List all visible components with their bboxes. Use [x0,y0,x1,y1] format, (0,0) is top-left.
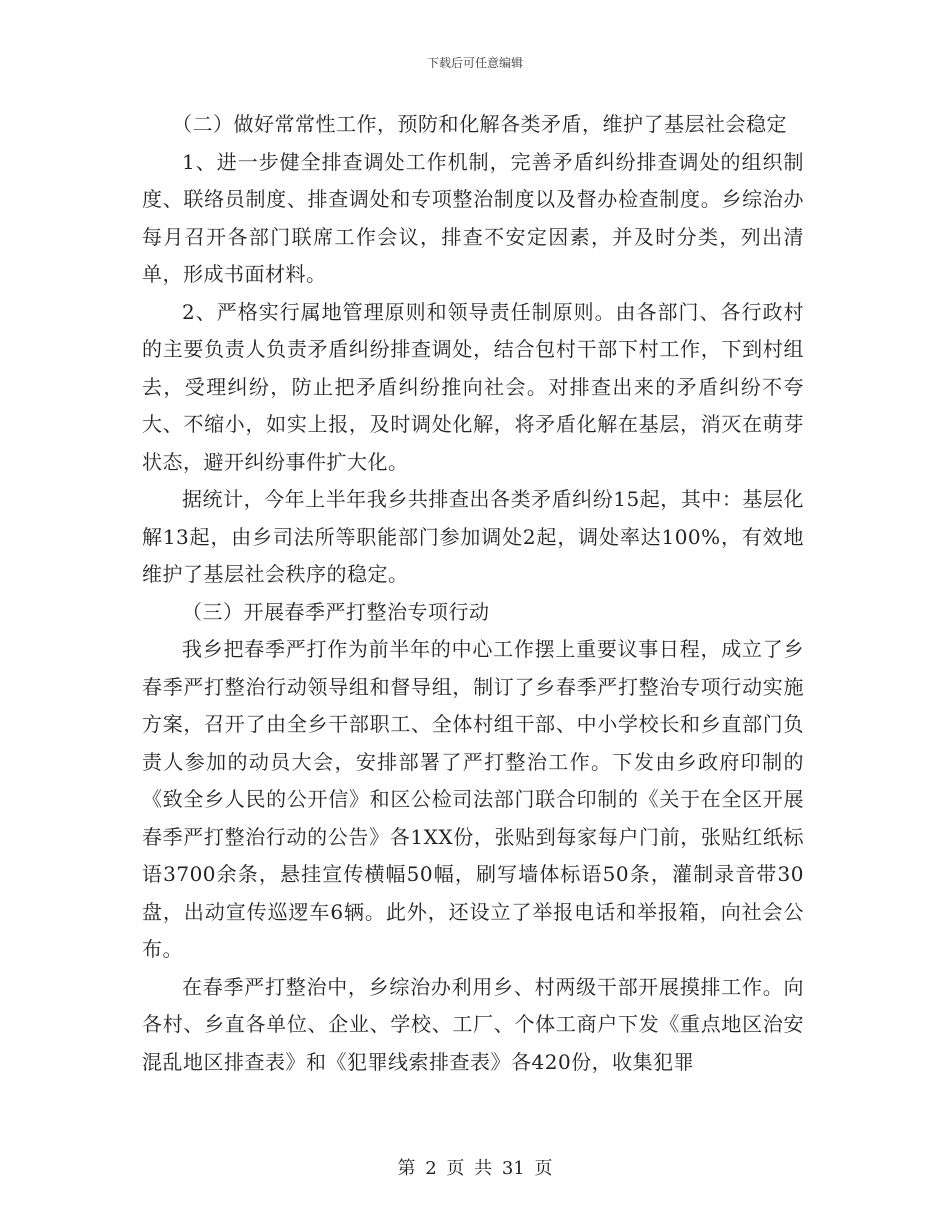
page-number-footer: 第 2 页 共 31 页 [397,1158,553,1179]
section-heading: （二）做好常常性工作，预防和化解各类矛盾，维护了基层社会稳定 [172,112,787,136]
page-header-note: 下载后可任意编辑 [426,56,523,70]
document-body [142,106,804,1081]
body-paragraph: 在春季严打整治中，乡综治办利用乡、村两级干部开展摸排工作。向各村、乡直各单位、企业、学校、工厂、个体工商户下发《重点地区治安混乱地区排查表》和《犯罪线索排查表》各420份，收集犯罪 [142,974,804,1074]
body-paragraph: 2、严格实行属地管理原则和领导责任制原则。由各部门、各行政村的主要负责人负责矛盾纠纷排查调处，结合包村干部下村工作，下到村组去，受理纠纷，防止把矛盾纠纷推向社会。对排查出来的矛盾纠纷不夸大、不缩小，如实上报，及时调处化解，将矛盾化解在基层，消灭在萌芽状态，避开纠纷事件扩大化。 [142,299,804,474]
section-heading: （三）开展春季严打整治专项行动 [182,599,490,624]
body-paragraph: 我乡把春季严打作为前半年的中心工作摆上重要议事日程，成立了乡春季严打整治行动领导组和督导组，制订了乡春季严打整治专项行动实施方案，召开了由全乡干部职工、全体村组干部、中小学校长和乡直部门负责人参加的动员大会，安排部署了严打整治工作。下发由乡政府印制的《致全乡人民的公开信》和区公检司法部门联合印制的《关于在全区开展春季严打整治行动的公告》各1XX份，张贴到每家每户门前，张贴红纸标语3700余条，悬挂宣传横幅50幅，刷写墙体标语50条，灌制录音带30盘，出动宣传巡逻车6辆。此外，还设立了举报电话和举报箱，向社会公布。 [142,637,804,961]
body-paragraph: 1、进一步健全排查调处工作机制，完善矛盾纠纷排查调处的组织制度、联络员制度、排查调处和专项整治制度以及督办检查制度。乡综治办每月召开各部门联席工作会议，排查不安定因素，并及时分类，列出清单，形成书面材料。 [142,149,804,286]
body-paragraph: 据统计，今年上半年我乡共排查出各类矛盾纠纷15起，其中：基层化解13起，由乡司法所等职能部门参加调处2起，调处率达100%，有效地维护了基层社会秩序的稳定。 [142,487,804,586]
